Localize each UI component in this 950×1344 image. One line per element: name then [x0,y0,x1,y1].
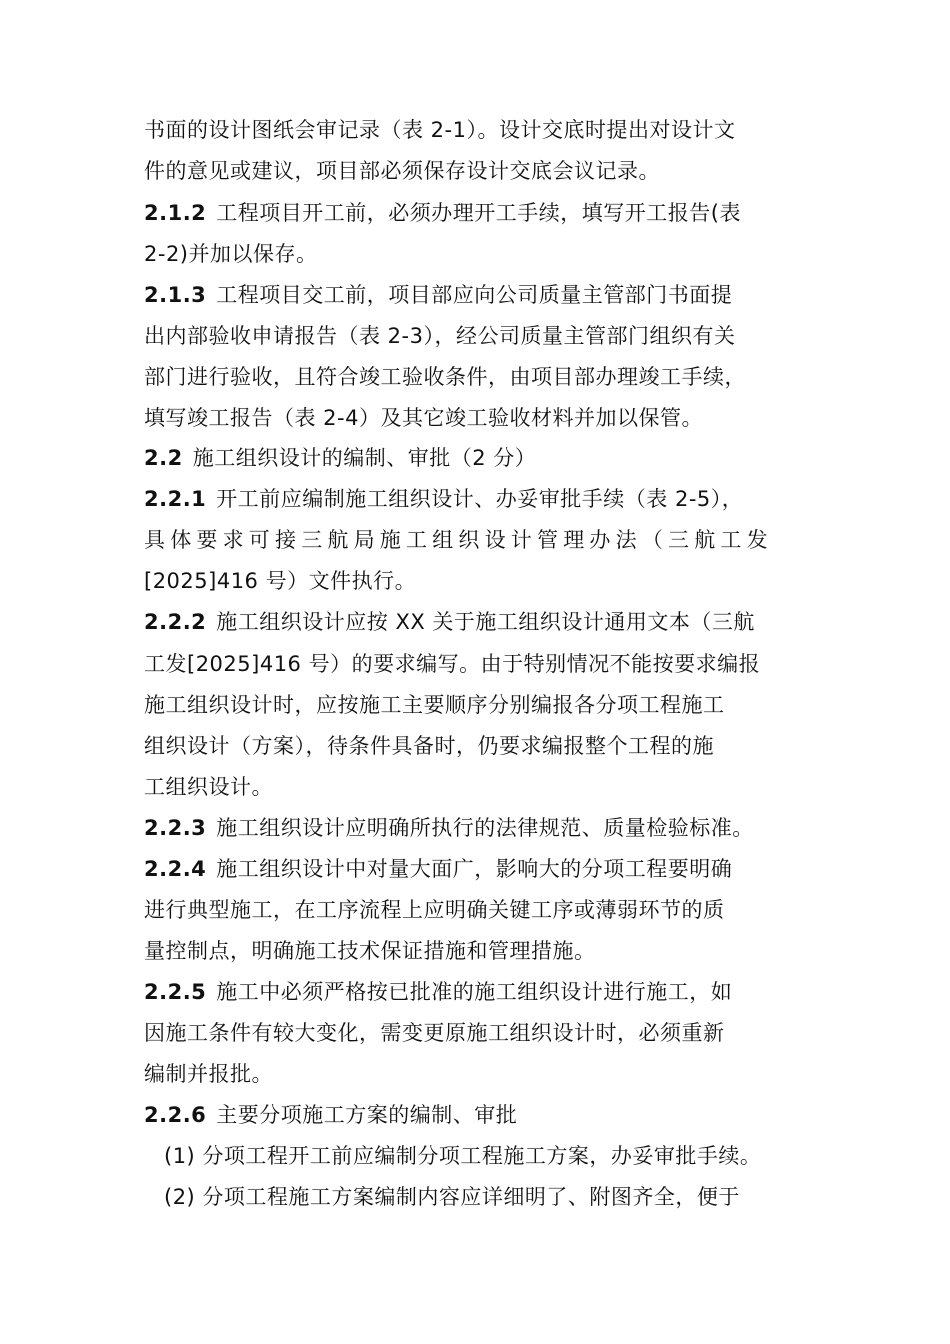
line-text: 工发[2025]416 号）的要求编写。由于特别情况不能按要求编报 [144,652,761,676]
paragraph-line [144,931,596,971]
clause-2-2-1 [144,479,743,519]
clause-2-1-3 [144,275,732,315]
line-text: 进行典型施工，在工序流程上应明确关键工序或薄弱环节的质 [144,898,725,922]
paragraph-line [144,316,735,356]
section-number: 2.2 [144,446,183,470]
list-item [164,1177,740,1217]
clause-2-2-4 [144,849,732,889]
clause-number: 2.1.2 [144,201,207,225]
paragraph-line [144,234,318,274]
section-2-2-heading [144,438,536,478]
clause-2-2-6 [144,1095,517,1135]
paragraph-line [144,520,773,560]
line-text: 因施工条件有较大变化，需变更原施工组织设计时，必须重新 [144,1021,725,1045]
clause-number: 2.2.5 [144,980,207,1004]
paragraph-line [144,1013,725,1053]
line-text: 组织设计（方案），待条件具备时，仍要求编报整个工程的施 [144,734,714,758]
line-text: 施工组织设计的编制、审批（2 分） [192,446,537,470]
line-text: 施工中必须严格按已批准的施工组织设计进行施工，如 [216,980,733,1004]
line-text: 书面的设计图纸会审记录（表 2-1）。设计交底时提出对设计文 [144,118,736,142]
paragraph-line [144,890,725,930]
line-text: 量控制点，明确施工技术保证措施和管理措施。 [144,939,596,963]
clause-2-2-3 [144,808,754,848]
line-text: 具体要求可接三航局施工组织设计管理办法（三航工发 [144,528,773,552]
line-text: 工程项目交工前，项目部应向公司质量主管部门书面提 [216,283,733,307]
clause-number: 2.2.4 [144,857,207,881]
line-text: 部门进行验收，且符合竣工验收条件，由项目部办理竣工手续， [144,365,746,389]
clause-number: 2.2.3 [144,816,207,840]
clause-number: 2.2.6 [144,1103,207,1127]
paragraph-line [144,561,416,601]
line-text: 件的意见或建议，项目部必须保存设计交底会议记录。 [144,159,660,183]
line-text: 编制并报批。 [144,1062,273,1086]
line-text: 主要分项施工方案的编制、审批 [216,1103,518,1127]
clause-2-1-2 [144,193,741,233]
paragraph-line [144,398,703,438]
line-text: 2-2)并加以保存。 [144,242,318,266]
paragraph-line [144,726,714,766]
clause-2-2-2 [144,602,755,642]
line-text: (2) 分项工程施工方案编制内容应详细明了、附图齐全，便于 [164,1185,740,1209]
line-text: 工程项目开工前，必须办理开工手续，填写开工报告(表 [216,201,741,225]
paragraph-line [144,685,725,725]
paragraph-line [144,357,746,397]
line-text: 开工前应编制施工组织设计、办妥审批手续（表 2-5）， [216,487,744,511]
clause-number: 2.1.3 [144,283,207,307]
clause-2-2-5 [144,972,732,1012]
line-text: (1) 分项工程开工前应编制分项工程施工方案，办妥审批手续。 [164,1144,762,1168]
paragraph-line [144,151,660,191]
line-text: [2025]416 号）文件执行。 [144,569,417,593]
line-text: 工组织设计。 [144,775,273,799]
clause-number: 2.2.1 [144,487,207,511]
paragraph-line [144,767,273,807]
clause-number: 2.2.2 [144,610,207,634]
list-item [164,1136,761,1176]
paragraph-line [144,110,735,150]
line-text: 填写竣工报告（表 2-4）及其它竣工验收材料并加以保管。 [144,406,703,430]
paragraph-line [144,1054,273,1094]
paragraph-line [144,644,760,684]
line-text: 施工组织设计时，应按施工主要顺序分别编报各分项工程施工 [144,693,725,717]
line-text: 施工组织设计应明确所执行的法律规范、质量检验标准。 [216,816,754,840]
line-text: 施工组织设计中对量大面广，影响大的分项工程要明确 [216,857,733,881]
line-text: 施工组织设计应按 XX 关于施工组织设计通用文本（三航 [216,610,755,634]
line-text: 出内部验收申请报告（表 2-3），经公司质量主管部门组织有关 [144,324,736,348]
